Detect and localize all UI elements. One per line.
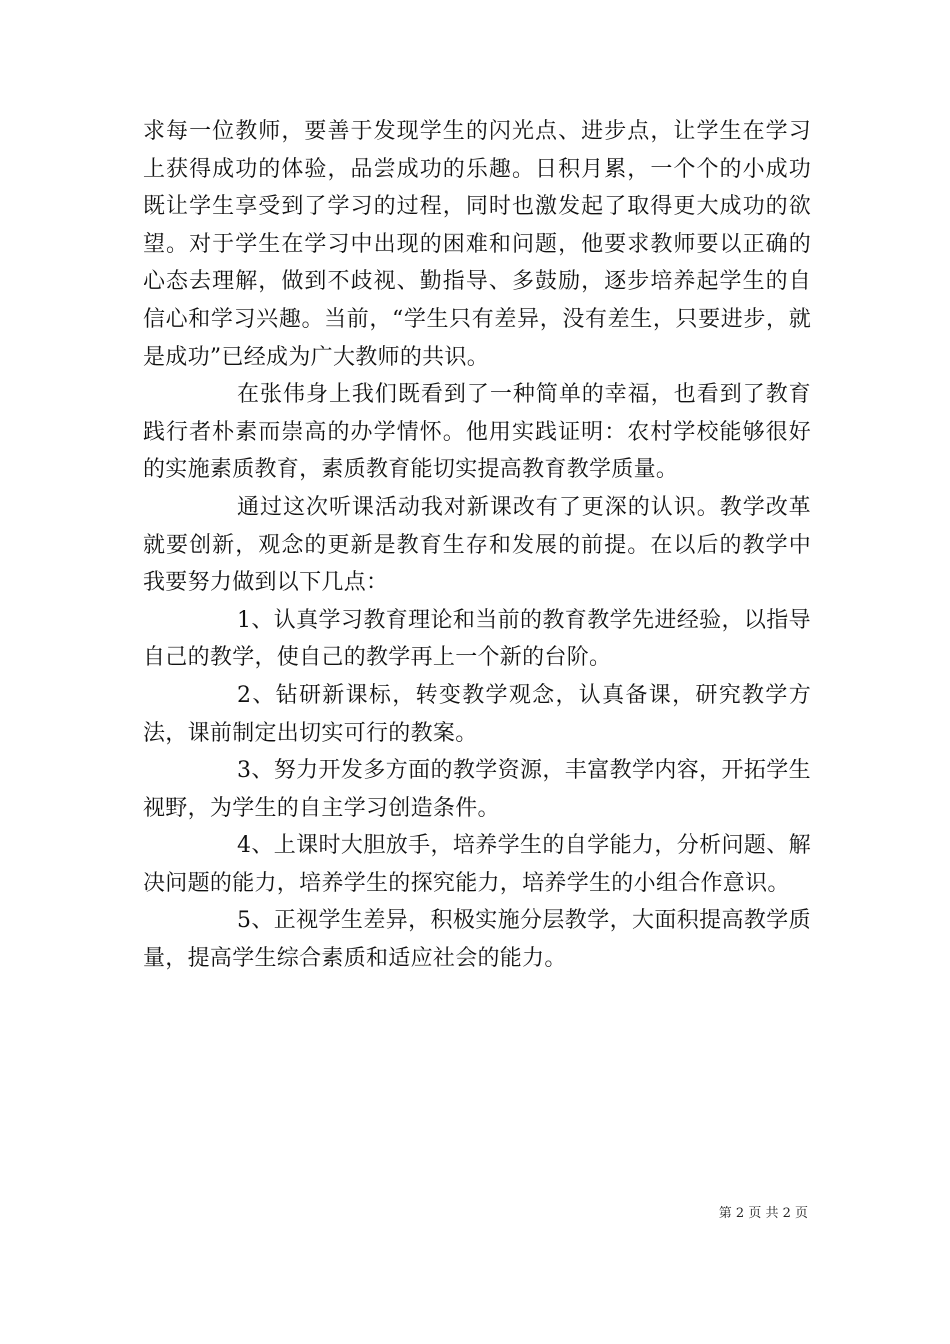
- list-item-3: 3、努力开发多方面的教学资源，丰富教学内容，开拓学生视野，为学生的自主学习创造条件。: [143, 758, 811, 821]
- paragraph-continued: 求每一位教师，要善于发现学生的闪光点、进步点，让学生在学习上获得成功的体验，品尝成功的乐趣。日积月累，一个个的小成功既让学生享受到了学习的过程，同时也激发起了取得更大成功的欲望。对于学生在学习中出现的困难和问题，他要求教师要以正确的心态去理解，做到不歧视、勤指导、多鼓励，逐步培养起学生的自信心和学习兴趣。当前，“学生只有差异，没有差生，只要进步，就是成功”已经成为广大教师的共识。: [143, 119, 811, 370]
- paragraph-reflection: 通过这次听课活动我对新课改有了更深的认识。教学改革就要创新，观念的更新是教育生存和发展的前提。在以后的教学中我要努力做到以下几点：: [143, 494, 811, 596]
- page-number-footer: 第 2 页 共 2 页: [718, 1206, 808, 1221]
- list-item-1: 1、认真学习教育理论和当前的教育教学先进经验，以指导自己的教学，使自己的教学再上一个新的台阶。: [143, 607, 811, 671]
- document-body: [143, 113, 811, 978]
- list-item-4: 4、上课时大胆放手，培养学生的自学能力，分析问题、解决问题的能力，培养学生的探究能力，培养学生的小组合作意识。: [143, 833, 811, 896]
- list-item-5: 5、正视学生差异，积极实施分层教学，大面积提高教学质量，提高学生综合素质和适应社会的能力。: [143, 908, 811, 972]
- list-item-2: 2、钻研新课标，转变教学观念，认真备课，研究教学方法，课前制定出切实可行的教案。: [143, 682, 811, 746]
- paragraph-zhang-wei: 在张伟身上我们既看到了一种简单的幸福，也看到了教育践行者朴素而崇高的办学情怀。他用实践证明：农村学校能够很好的实施素质教育，素质教育能切实提高教育教学质量。: [143, 382, 811, 483]
